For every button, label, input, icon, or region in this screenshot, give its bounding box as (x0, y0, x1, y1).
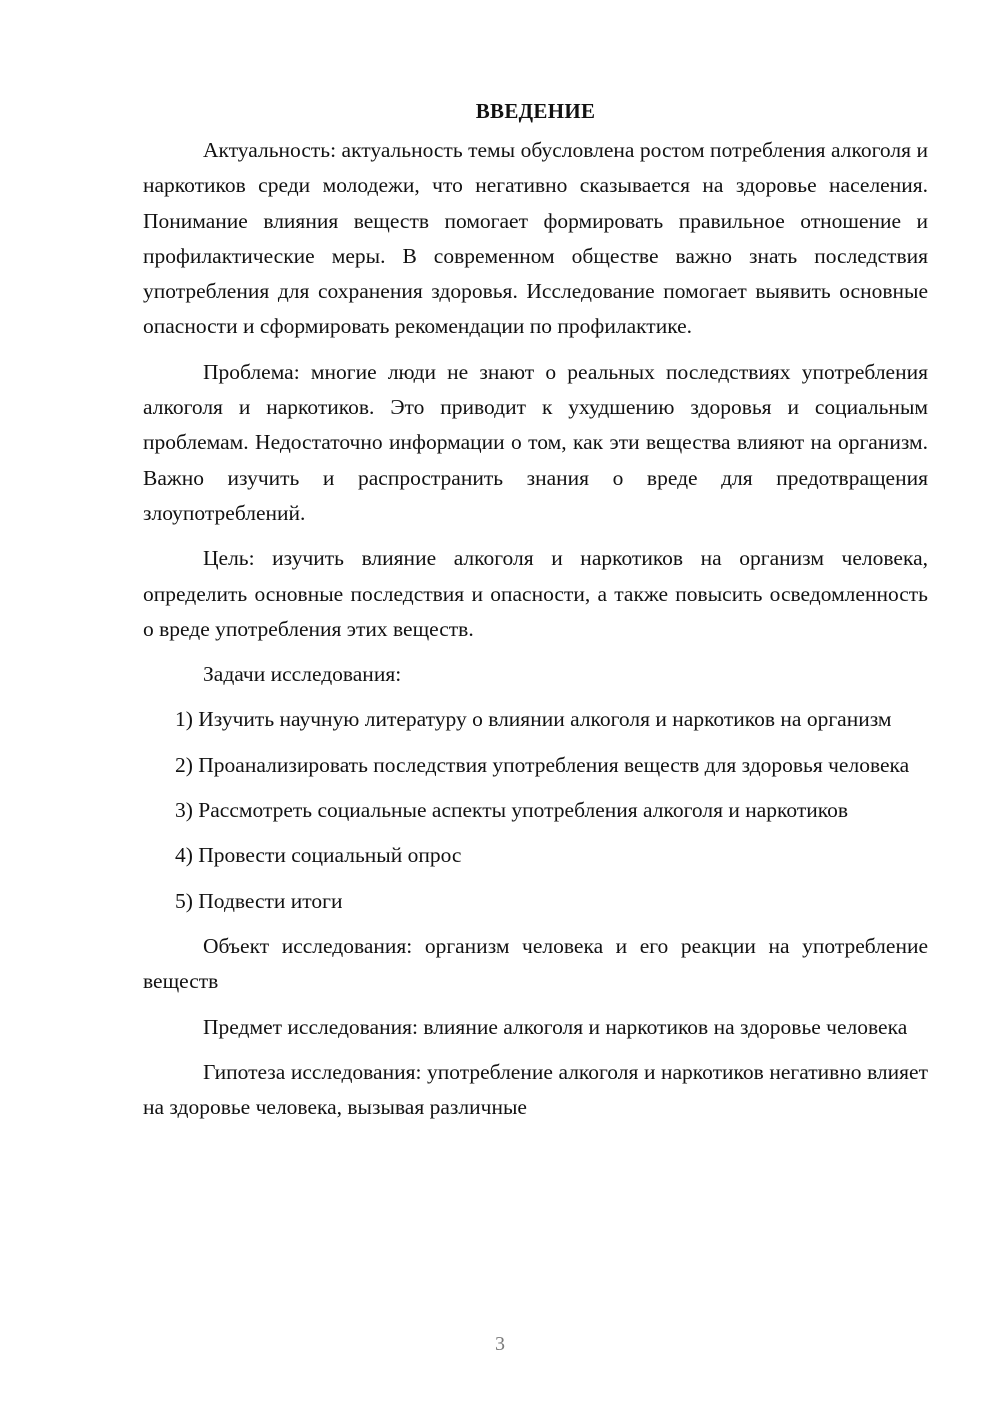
hypothesis-paragraph: Гипотеза исследования: употребление алкоголя и наркотиков негативно влияет на здоровье человека, вызывая различные (143, 1059, 928, 1120)
page-title: ВВЕДЕНИЕ (475, 99, 596, 123)
goal-paragraph: Цель: изучить влияние алкоголя и наркотиков на организм человека, определить основные последствия и опасности, а также повысить осведомленность о вреде употребления этих веществ. (143, 546, 928, 641)
object-paragraph: Объект исследования: организм человека и его реакции на употребление веществ (143, 933, 928, 994)
task-item: 3) Рассмотреть социальные аспекты употребления алкоголя и наркотиков (175, 798, 849, 823)
subject-paragraph: Предмет исследования: влияние алкоголя и наркотиков на здоровье человека (203, 1014, 908, 1039)
relevance-paragraph: Актуальность: актуальность темы обусловлена ростом потребления алкоголя и наркотиков среди молодежи, что негативно сказывается на здоровье населения. Понимание влияния веществ помогает формировать правильное отношение и профилактические меры. В современном обществе важно знать последствия употребления для сохранения здоровья. Исследование помогает выявить основные опасности и сформировать рекомендации по профилактике. (143, 138, 928, 339)
document-page (143, 92, 928, 1135)
task-item: 5) Подвести итоги (175, 888, 343, 913)
task-item: 2) Проанализировать последствия употребления веществ для здоровья человека (175, 752, 910, 777)
problem-paragraph: Проблема: многие люди не знают о реальных последствиях употребления алкоголя и наркотиков. Это приводит к ухудшению здоровья и социальным проблемам. Недостаточно информации о том, как эти вещества влияют на организм. Важно изучить и распространить знания о вреде для предотвращения злоупотреблений. (143, 359, 928, 525)
tasks-heading: Задачи исследования: (203, 662, 402, 687)
task-item: 1) Изучить научную литературу о влиянии алкоголя и наркотиков на организм (175, 707, 892, 732)
task-item: 4) Провести социальный опрос (175, 843, 462, 868)
page-number: 3 (495, 1333, 505, 1355)
